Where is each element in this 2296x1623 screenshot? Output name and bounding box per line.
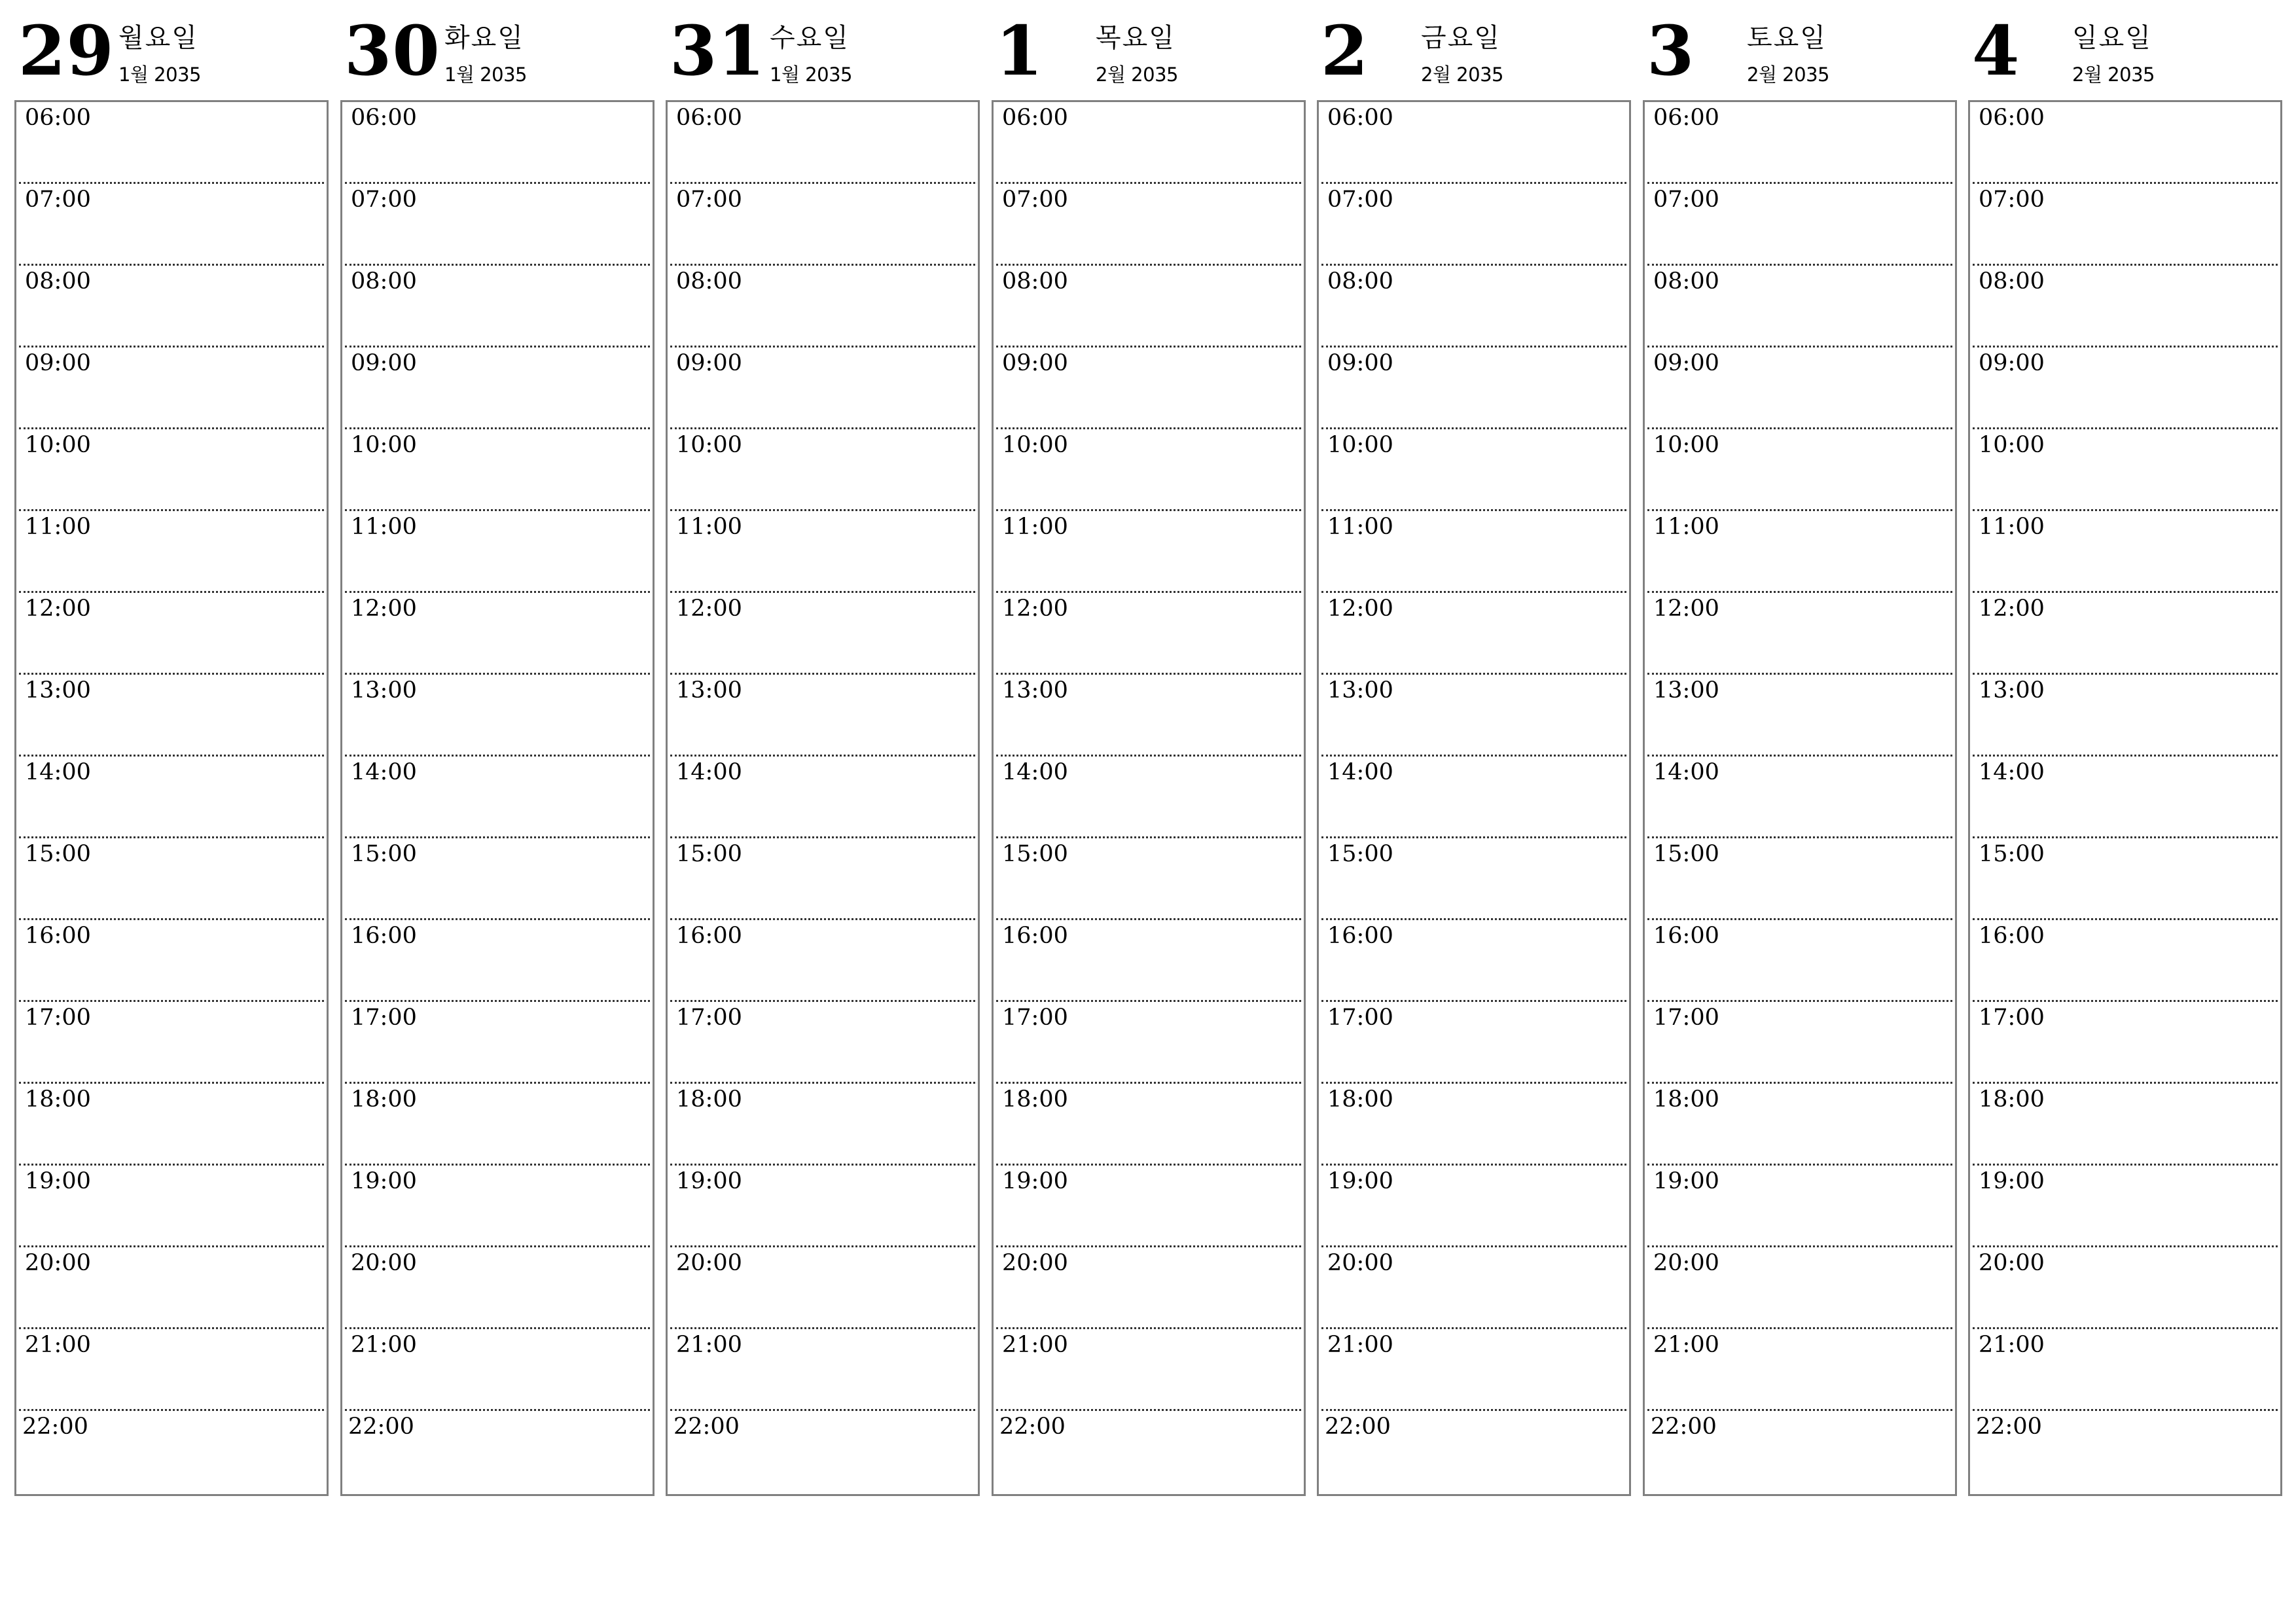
time-slot-label: 11:00 [1979, 514, 2045, 540]
time-slot[interactable] [345, 1166, 650, 1247]
time-slot-label: 22:00 [1976, 1414, 2042, 1440]
time-slot[interactable] [1319, 1411, 1629, 1493]
time-slot-label: 16:00 [1002, 923, 1068, 949]
day-number: 4 [1972, 10, 2020, 91]
time-slot-label: 10:00 [1002, 432, 1068, 458]
time-slot[interactable] [670, 920, 975, 1002]
time-slot[interactable] [1321, 102, 1626, 184]
time-slot[interactable] [1647, 266, 1952, 348]
time-slot-label: 14:00 [25, 759, 91, 785]
time-slot-label: 15:00 [25, 841, 91, 867]
day-header [1317, 0, 1630, 98]
time-slot[interactable] [345, 429, 650, 511]
time-slot[interactable] [1321, 1166, 1626, 1247]
weekday-name: 금요일 [1421, 23, 1501, 53]
day-column [14, 0, 327, 1499]
time-slot-label: 20:00 [1002, 1250, 1068, 1276]
time-slot[interactable] [1321, 1247, 1626, 1329]
time-slot-label: 20:00 [25, 1250, 91, 1276]
time-slot-label: 10:00 [351, 432, 417, 458]
time-slot[interactable] [19, 1247, 324, 1329]
time-slot-label: 18:00 [1653, 1086, 1719, 1113]
time-slot-label: 07:00 [351, 187, 417, 213]
time-slot[interactable] [19, 429, 324, 511]
time-slot-label: 21:00 [676, 1332, 742, 1358]
day-header [14, 0, 327, 98]
day-schedule-box [666, 100, 980, 1496]
month-year-label: 2월 2035 [1747, 63, 1829, 86]
month-year-label: 1월 2035 [118, 63, 201, 86]
time-slot[interactable] [1973, 1247, 2278, 1329]
time-slot-label: 16:00 [1979, 923, 2045, 949]
time-slot[interactable] [1647, 1329, 1952, 1411]
time-slot-label: 11:00 [1002, 514, 1068, 540]
time-slot-label: 06:00 [676, 105, 742, 131]
time-slot-label: 21:00 [1979, 1332, 2045, 1358]
time-slot-label: 06:00 [1327, 105, 1393, 131]
time-slot[interactable] [1973, 1084, 2278, 1166]
time-slot-label: 09:00 [1327, 350, 1393, 376]
time-slot-label: 20:00 [351, 1250, 417, 1276]
time-slot[interactable] [1321, 1329, 1626, 1411]
time-slot-label: 22:00 [1651, 1414, 1717, 1440]
day-schedule-box [1968, 100, 2282, 1496]
time-slot-label: 22:00 [1325, 1414, 1391, 1440]
time-slot-label: 16:00 [1327, 923, 1393, 949]
time-slot[interactable] [19, 266, 324, 348]
day-schedule-box [14, 100, 329, 1496]
time-slot-label: 19:00 [1653, 1168, 1719, 1194]
time-slot-label: 08:00 [1979, 268, 2045, 294]
time-slot-label: 09:00 [25, 350, 91, 376]
time-slot-label: 11:00 [25, 514, 91, 540]
time-slot[interactable] [1321, 184, 1626, 266]
time-slot-label: 20:00 [1327, 1250, 1393, 1276]
time-slot[interactable] [1321, 675, 1626, 757]
time-slot[interactable] [1973, 757, 2278, 838]
time-slot-label: 10:00 [1327, 432, 1393, 458]
time-slot-label: 14:00 [1327, 759, 1393, 785]
time-slot[interactable] [345, 348, 650, 429]
day-number: 31 [670, 10, 766, 91]
day-column [1317, 0, 1630, 1499]
time-slot-label: 19:00 [1327, 1168, 1393, 1194]
time-slot-label: 21:00 [25, 1332, 91, 1358]
time-slot-label: 17:00 [1653, 1005, 1719, 1031]
time-slot-label: 07:00 [25, 187, 91, 213]
time-slot-label: 17:00 [1327, 1005, 1393, 1031]
time-slot-label: 14:00 [1653, 759, 1719, 785]
time-slot[interactable] [16, 1411, 327, 1493]
time-slot-label: 12:00 [25, 596, 91, 622]
time-slot-label: 14:00 [351, 759, 417, 785]
time-slot-label: 17:00 [1979, 1005, 2045, 1031]
time-slot-label: 13:00 [1979, 677, 2045, 704]
time-slot[interactable] [996, 1329, 1301, 1411]
time-slot[interactable] [345, 266, 650, 348]
time-slot-label: 12:00 [351, 596, 417, 622]
time-slot[interactable] [345, 838, 650, 920]
time-slot-label: 11:00 [1653, 514, 1719, 540]
time-slot-label: 18:00 [25, 1086, 91, 1113]
time-slot[interactable] [1321, 838, 1626, 920]
time-slot-label: 08:00 [1327, 268, 1393, 294]
time-slot-label: 18:00 [1002, 1086, 1068, 1113]
time-slot[interactable] [1973, 675, 2278, 757]
time-slot-label: 07:00 [1327, 187, 1393, 213]
time-slot[interactable] [1321, 511, 1626, 593]
time-slot[interactable] [19, 511, 324, 593]
time-slot-label: 09:00 [351, 350, 417, 376]
time-slot-label: 19:00 [351, 1168, 417, 1194]
time-slot[interactable] [1321, 593, 1626, 675]
time-slot-label: 17:00 [676, 1005, 742, 1031]
time-slot-label: 09:00 [1653, 350, 1719, 376]
weekday-name: 목요일 [1096, 23, 1175, 53]
time-slot[interactable] [19, 184, 324, 266]
time-slot[interactable] [19, 838, 324, 920]
time-slot[interactable] [1321, 1002, 1626, 1084]
day-column [992, 0, 1304, 1499]
time-slot[interactable] [670, 266, 975, 348]
day-header [1643, 0, 1956, 98]
day-header [666, 0, 978, 98]
time-slot-label: 12:00 [1653, 596, 1719, 622]
month-year-label: 2월 2035 [2072, 63, 2155, 86]
time-slot-label: 07:00 [1979, 187, 2045, 213]
time-slot[interactable] [1973, 593, 2278, 675]
time-slot[interactable] [996, 675, 1301, 757]
time-slot[interactable] [996, 757, 1301, 838]
time-slot[interactable] [1321, 266, 1626, 348]
time-slot[interactable] [1647, 757, 1952, 838]
time-slot-label: 13:00 [1327, 677, 1393, 704]
time-slot[interactable] [996, 348, 1301, 429]
time-slot[interactable] [1973, 920, 2278, 1002]
time-slot[interactable] [1973, 348, 2278, 429]
time-slot[interactable] [1647, 184, 1952, 266]
time-slot-label: 10:00 [1653, 432, 1719, 458]
time-slot[interactable] [996, 1247, 1301, 1329]
time-slot[interactable] [1647, 1247, 1952, 1329]
weekday-name: 수요일 [770, 23, 850, 53]
time-slot[interactable] [345, 593, 650, 675]
time-slot-label: 13:00 [1653, 677, 1719, 704]
time-slot-label: 22:00 [22, 1414, 88, 1440]
time-slot-label: 11:00 [676, 514, 742, 540]
time-slot[interactable] [1647, 1084, 1952, 1166]
time-slot[interactable] [345, 184, 650, 266]
time-slot-label: 20:00 [1653, 1250, 1719, 1276]
day-column [340, 0, 653, 1499]
time-slot[interactable] [996, 102, 1301, 184]
time-slot[interactable] [1321, 348, 1626, 429]
time-slot-label: 18:00 [1327, 1086, 1393, 1113]
time-slot[interactable] [1321, 429, 1626, 511]
day-number: 3 [1647, 10, 1695, 91]
time-slot[interactable] [345, 920, 650, 1002]
time-slot[interactable] [1973, 102, 2278, 184]
time-slot-label: 21:00 [351, 1332, 417, 1358]
time-slot[interactable] [996, 838, 1301, 920]
time-slot[interactable] [1321, 1084, 1626, 1166]
time-slot-label: 18:00 [676, 1086, 742, 1113]
time-slot[interactable] [1321, 757, 1626, 838]
time-slot-label: 22:00 [673, 1414, 740, 1440]
time-slot-label: 06:00 [25, 105, 91, 131]
time-slot-label: 18:00 [1979, 1086, 2045, 1113]
time-slot[interactable] [670, 1329, 975, 1411]
time-slot[interactable] [670, 1084, 975, 1166]
time-slot-label: 08:00 [1653, 268, 1719, 294]
day-column [1643, 0, 1956, 1499]
month-year-label: 2월 2035 [1096, 63, 1178, 86]
time-slot-label: 15:00 [1979, 841, 2045, 867]
time-slot-label: 09:00 [1979, 350, 2045, 376]
day-number: 1 [996, 10, 1044, 91]
time-slot-label: 06:00 [1002, 105, 1068, 131]
day-schedule-box [340, 100, 655, 1496]
time-slot[interactable] [996, 593, 1301, 675]
day-number: 30 [344, 10, 440, 91]
time-slot[interactable] [996, 429, 1301, 511]
time-slot[interactable] [1647, 429, 1952, 511]
time-slot-label: 20:00 [1979, 1250, 2045, 1276]
time-slot-label: 12:00 [676, 596, 742, 622]
time-slot-label: 08:00 [351, 268, 417, 294]
time-slot[interactable] [1973, 1002, 2278, 1084]
time-slot-label: 21:00 [1327, 1332, 1393, 1358]
time-slot-label: 19:00 [1002, 1168, 1068, 1194]
time-slot[interactable] [670, 675, 975, 757]
day-header [1968, 0, 2281, 98]
time-slot-label: 13:00 [351, 677, 417, 704]
time-slot[interactable] [1973, 184, 2278, 266]
time-slot[interactable] [668, 1411, 978, 1493]
day-schedule-box [1643, 100, 1957, 1496]
time-slot[interactable] [345, 102, 650, 184]
time-slot[interactable] [1645, 1411, 1955, 1493]
time-slot[interactable] [996, 1002, 1301, 1084]
day-header [340, 0, 653, 98]
time-slot[interactable] [342, 1411, 653, 1493]
time-slot-label: 21:00 [1653, 1332, 1719, 1358]
time-slot[interactable] [345, 757, 650, 838]
time-slot[interactable] [1647, 1166, 1952, 1247]
month-year-label: 1월 2035 [444, 63, 527, 86]
time-slot-label: 11:00 [1327, 514, 1393, 540]
time-slot-label: 15:00 [1327, 841, 1393, 867]
time-slot[interactable] [1321, 920, 1626, 1002]
day-schedule-box [1317, 100, 1631, 1496]
time-slot-label: 06:00 [1653, 105, 1719, 131]
time-slot[interactable] [19, 102, 324, 184]
time-slot-label: 14:00 [676, 759, 742, 785]
time-slot-label: 19:00 [676, 1168, 742, 1194]
time-slot-label: 14:00 [1979, 759, 2045, 785]
time-slot[interactable] [1647, 920, 1952, 1002]
time-slot-label: 17:00 [25, 1005, 91, 1031]
time-slot[interactable] [19, 1084, 324, 1166]
time-slot-label: 10:00 [676, 432, 742, 458]
time-slot-label: 21:00 [1002, 1332, 1068, 1358]
weekday-name: 월요일 [118, 23, 198, 53]
time-slot[interactable] [19, 1002, 324, 1084]
time-slot[interactable] [1647, 675, 1952, 757]
time-slot-label: 13:00 [676, 677, 742, 704]
weekday-name: 일요일 [2072, 23, 2152, 53]
time-slot[interactable] [994, 1411, 1304, 1493]
time-slot[interactable] [1973, 266, 2278, 348]
time-slot-label: 22:00 [348, 1414, 414, 1440]
time-slot-label: 08:00 [1002, 268, 1068, 294]
day-column [666, 0, 978, 1499]
time-slot-label: 16:00 [676, 923, 742, 949]
time-slot-label: 09:00 [676, 350, 742, 376]
time-slot-label: 22:00 [999, 1414, 1066, 1440]
time-slot-label: 13:00 [1002, 677, 1068, 704]
time-slot-label: 12:00 [1979, 596, 2045, 622]
month-year-label: 1월 2035 [770, 63, 852, 86]
time-slot[interactable] [670, 593, 975, 675]
time-slot[interactable] [19, 757, 324, 838]
time-slot[interactable] [1973, 1166, 2278, 1247]
time-slot[interactable] [19, 1329, 324, 1411]
time-slot-label: 19:00 [25, 1168, 91, 1194]
time-slot[interactable] [345, 1084, 650, 1166]
time-slot-label: 19:00 [1979, 1168, 2045, 1194]
time-slot-label: 12:00 [1327, 596, 1393, 622]
time-slot[interactable] [670, 348, 975, 429]
weekday-name: 토요일 [1747, 23, 1827, 53]
time-slot[interactable] [1973, 511, 2278, 593]
time-slot-label: 08:00 [676, 268, 742, 294]
time-slot-label: 10:00 [25, 432, 91, 458]
time-slot-label: 15:00 [1002, 841, 1068, 867]
time-slot[interactable] [670, 1247, 975, 1329]
time-slot-label: 17:00 [1002, 1005, 1068, 1031]
time-slot-label: 14:00 [1002, 759, 1068, 785]
time-slot[interactable] [996, 1166, 1301, 1247]
time-slot[interactable] [996, 1084, 1301, 1166]
time-slot-label: 15:00 [351, 841, 417, 867]
time-slot[interactable] [1973, 1329, 2278, 1411]
time-slot[interactable] [996, 511, 1301, 593]
time-slot[interactable] [996, 184, 1301, 266]
time-slot-label: 16:00 [351, 923, 417, 949]
time-slot-label: 10:00 [1979, 432, 2045, 458]
time-slot[interactable] [345, 511, 650, 593]
time-slot-label: 17:00 [351, 1005, 417, 1031]
time-slot[interactable] [1647, 511, 1952, 593]
day-header [992, 0, 1304, 98]
time-slot-label: 08:00 [25, 268, 91, 294]
day-number: 29 [18, 10, 115, 91]
time-slot[interactable] [996, 266, 1301, 348]
time-slot[interactable] [19, 675, 324, 757]
time-slot-label: 07:00 [1002, 187, 1068, 213]
month-year-label: 2월 2035 [1421, 63, 1503, 86]
weekday-name: 화요일 [444, 23, 524, 53]
time-slot[interactable] [1647, 838, 1952, 920]
time-slot[interactable] [19, 348, 324, 429]
time-slot[interactable] [670, 1002, 975, 1084]
time-slot[interactable] [670, 184, 975, 266]
time-slot-label: 11:00 [351, 514, 417, 540]
time-slot[interactable] [19, 1166, 324, 1247]
time-slot-label: 06:00 [351, 105, 417, 131]
time-slot-label: 09:00 [1002, 350, 1068, 376]
time-slot[interactable] [1647, 102, 1952, 184]
day-schedule-box [992, 100, 1306, 1496]
time-slot[interactable] [1973, 429, 2278, 511]
time-slot[interactable] [670, 429, 975, 511]
time-slot-label: 12:00 [1002, 596, 1068, 622]
time-slot[interactable] [345, 1002, 650, 1084]
time-slot[interactable] [345, 675, 650, 757]
time-slot[interactable] [670, 102, 975, 184]
time-slot-label: 15:00 [676, 841, 742, 867]
time-slot[interactable] [1970, 1411, 2280, 1493]
time-slot[interactable] [1647, 348, 1952, 429]
weekly-planner [14, 0, 2283, 1505]
time-slot[interactable] [670, 511, 975, 593]
time-slot-label: 16:00 [25, 923, 91, 949]
time-slot[interactable] [670, 1166, 975, 1247]
time-slot-label: 13:00 [25, 677, 91, 704]
time-slot[interactable] [1647, 1002, 1952, 1084]
time-slot[interactable] [996, 920, 1301, 1002]
time-slot-label: 06:00 [1979, 105, 2045, 131]
day-column [1968, 0, 2281, 1499]
time-slot[interactable] [19, 920, 324, 1002]
day-number: 2 [1321, 10, 1369, 91]
time-slot[interactable] [19, 593, 324, 675]
time-slot-label: 18:00 [351, 1086, 417, 1113]
time-slot[interactable] [1973, 838, 2278, 920]
time-slot-label: 20:00 [676, 1250, 742, 1276]
time-slot-label: 16:00 [1653, 923, 1719, 949]
time-slot[interactable] [670, 757, 975, 838]
time-slot[interactable] [1647, 593, 1952, 675]
time-slot-label: 15:00 [1653, 841, 1719, 867]
time-slot-label: 07:00 [1653, 187, 1719, 213]
time-slot-label: 07:00 [676, 187, 742, 213]
time-slot[interactable] [670, 838, 975, 920]
time-slot[interactable] [345, 1329, 650, 1411]
time-slot[interactable] [345, 1247, 650, 1329]
